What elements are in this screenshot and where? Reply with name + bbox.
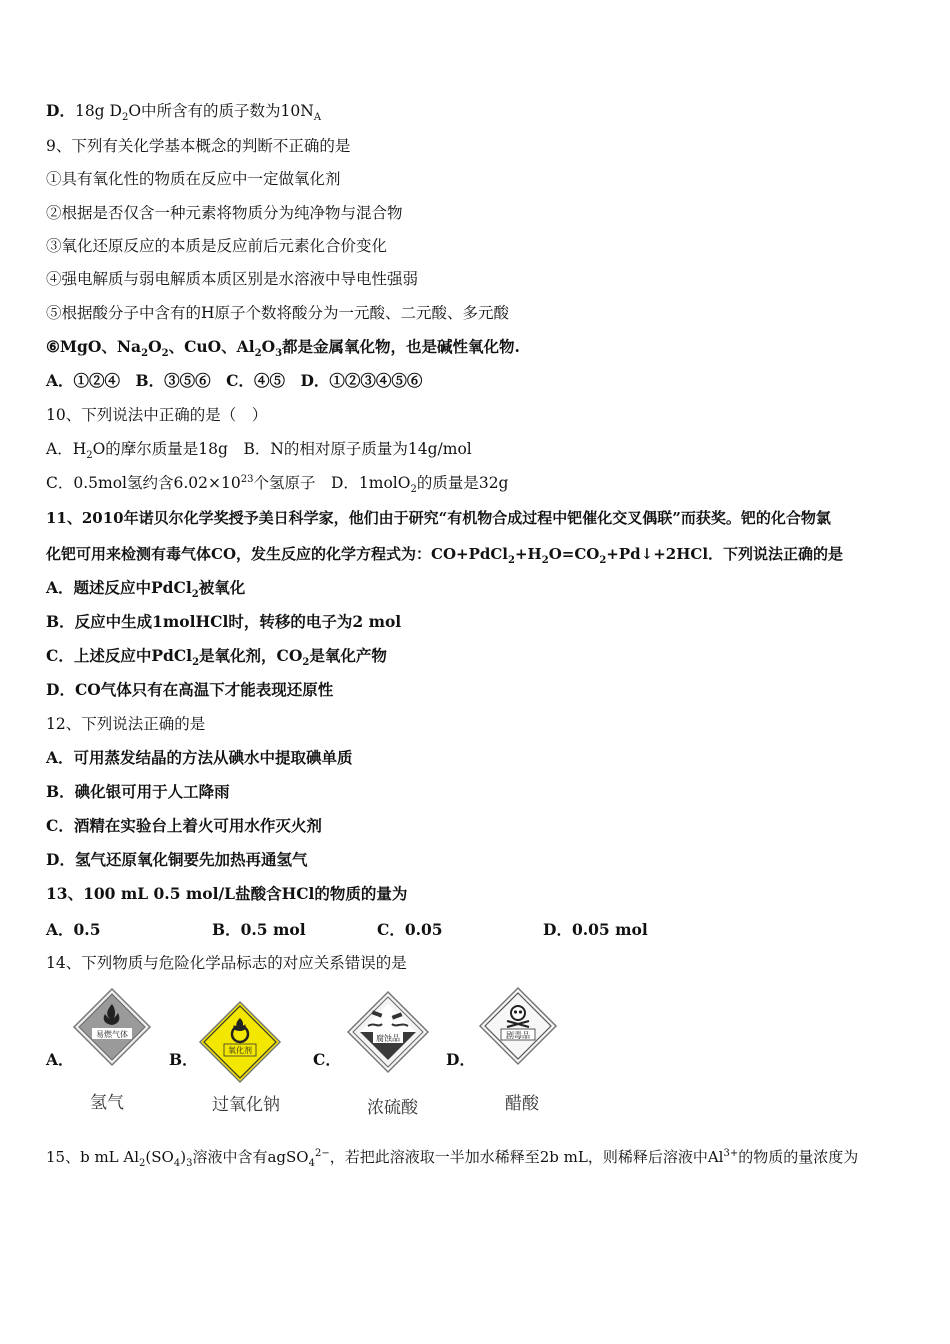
q12-option-a: A．可用蒸发结晶的方法从碘水中提取碘单质 [46,748,353,767]
svg-text:氧化剂: 氧化剂 [228,1046,252,1055]
q13-option-a: A．0.5 [46,920,101,939]
q11-stem-line-2: 化钯可用来检测有毒气体CO，发生反应的化学方程式为：$CO+PdCl_2+H_2O=CO_2+Pd↓+2HCl$．下列说法正确的是 [46,545,844,566]
q11-option-a: A．题述反应中PdCl$_2$被氧化 [46,578,246,601]
q14-option-b-caption: 过氧化钠 [212,1095,280,1115]
q12-option-c: C．酒精在实验台上着火可用水作灭火剂 [46,816,322,835]
q13-stem: 13、100 mL 0.5 mol/L盐酸含HCl的物质的量为 [46,884,408,903]
q9-statement-5: ⑤根据酸分子中含有的H原子个数将酸分为一元酸、二元酸、多元酸 [46,304,510,322]
q9-statement-3: ③氧化还原反应的本质是反应前后元素化合价变化 [46,237,388,255]
q14-option-a-caption: 氢气 [90,1093,124,1113]
q13-option-d: D．0.05 mol [543,920,648,939]
q14-option-c-caption: 浓硫酸 [367,1098,418,1118]
q11-option-b: B．反应中生成1molHCl时，转移的电子为2 mol [46,612,402,631]
q8-option-d: D．18g $D_2O$中所含有的质子数为$10N_A$ [46,101,322,124]
q9-options: A．①②④ B．③⑤⑥ C．④⑤ D．①②③④⑤⑥ [46,371,423,390]
q14-option-c-letter: C． [313,1050,341,1069]
q12-option-b: B．碘化银可用于人工降雨 [46,782,230,801]
q14-option-b-letter: B． [169,1050,198,1069]
toxic-sign-icon [478,986,558,1066]
q11-stem-line-1: 11、2010年诺贝尔化学奖授予美日科学家，他们由于研究“有机物合成过程中钯催化交叉偶联”而获奖。钯的化合物氯 [46,509,831,527]
q12-option-d: D．氢气还原氧化铜要先加热再通氢气 [46,850,308,869]
svg-text:腐蚀品: 腐蚀品 [376,1034,400,1043]
q10-options-ab: A．$H_2O$的摩尔质量是18g B．N的相对原子质量为14g/mol [46,440,472,462]
q9-statement-6: ⑥MgO、$Na_2O_2$、CuO、$Al_2O_3$都是金属氧化物，也是碱性氧化物. [46,337,520,360]
oxidizer-sign-icon [198,1000,282,1084]
corrosive-sign-icon [346,990,430,1074]
svg-text:易燃气体: 易燃气体 [96,1030,128,1039]
q9-statement-2: ②根据是否仅含一种元素将物质分为纯净物与混合物 [46,204,403,222]
q13-option-c: C．0.05 [377,920,443,939]
q9-statement-4: ④强电解质与弱电解质本质区别是水溶液中导电性强弱 [46,270,419,288]
q12-stem: 12、下列说法正确的是 [46,715,206,733]
svg-text:剧毒品: 剧毒品 [506,1031,530,1040]
q10-options-cd: C．0.5mol氢约含$6.02\times 10^{23}$个氢原子 D．1molO$_2$的质量是32g [46,473,509,496]
q14-stem: 14、下列物质与危险化学品标志的对应关系错误的是 [46,954,407,972]
q13-option-b: B．0.5 mol [212,920,306,939]
q10-stem: 10、下列说法中正确的是（ ） [46,406,268,424]
q11-option-c: C．上述反应中PdCl$_2$是氧化剂，$CO_2$是氧化产物 [46,646,387,669]
q9-statement-1: ①具有氧化性的物质在反应中一定做氧化剂 [46,170,341,188]
q14-option-d-letter: D． [446,1050,475,1069]
q15-stem: 15、b mL $Al_2(SO_4)_3$溶液中含有agSO$_4^{2-}$，若把此溶液取一半加水稀释至2b mL，则稀释后溶液中$Al^{3+}$的物质的量浓度为 [46,1148,859,1169]
flammable-gas-sign-icon [72,987,152,1067]
q9-stem: 9、下列有关化学基本概念的判断不正确的是 [46,137,351,155]
q14-option-d-caption: 醋酸 [505,1094,539,1114]
q14-option-a-letter: A． [46,1050,74,1069]
q11-option-d: D．CO气体只有在高温下才能表现还原性 [46,680,334,699]
